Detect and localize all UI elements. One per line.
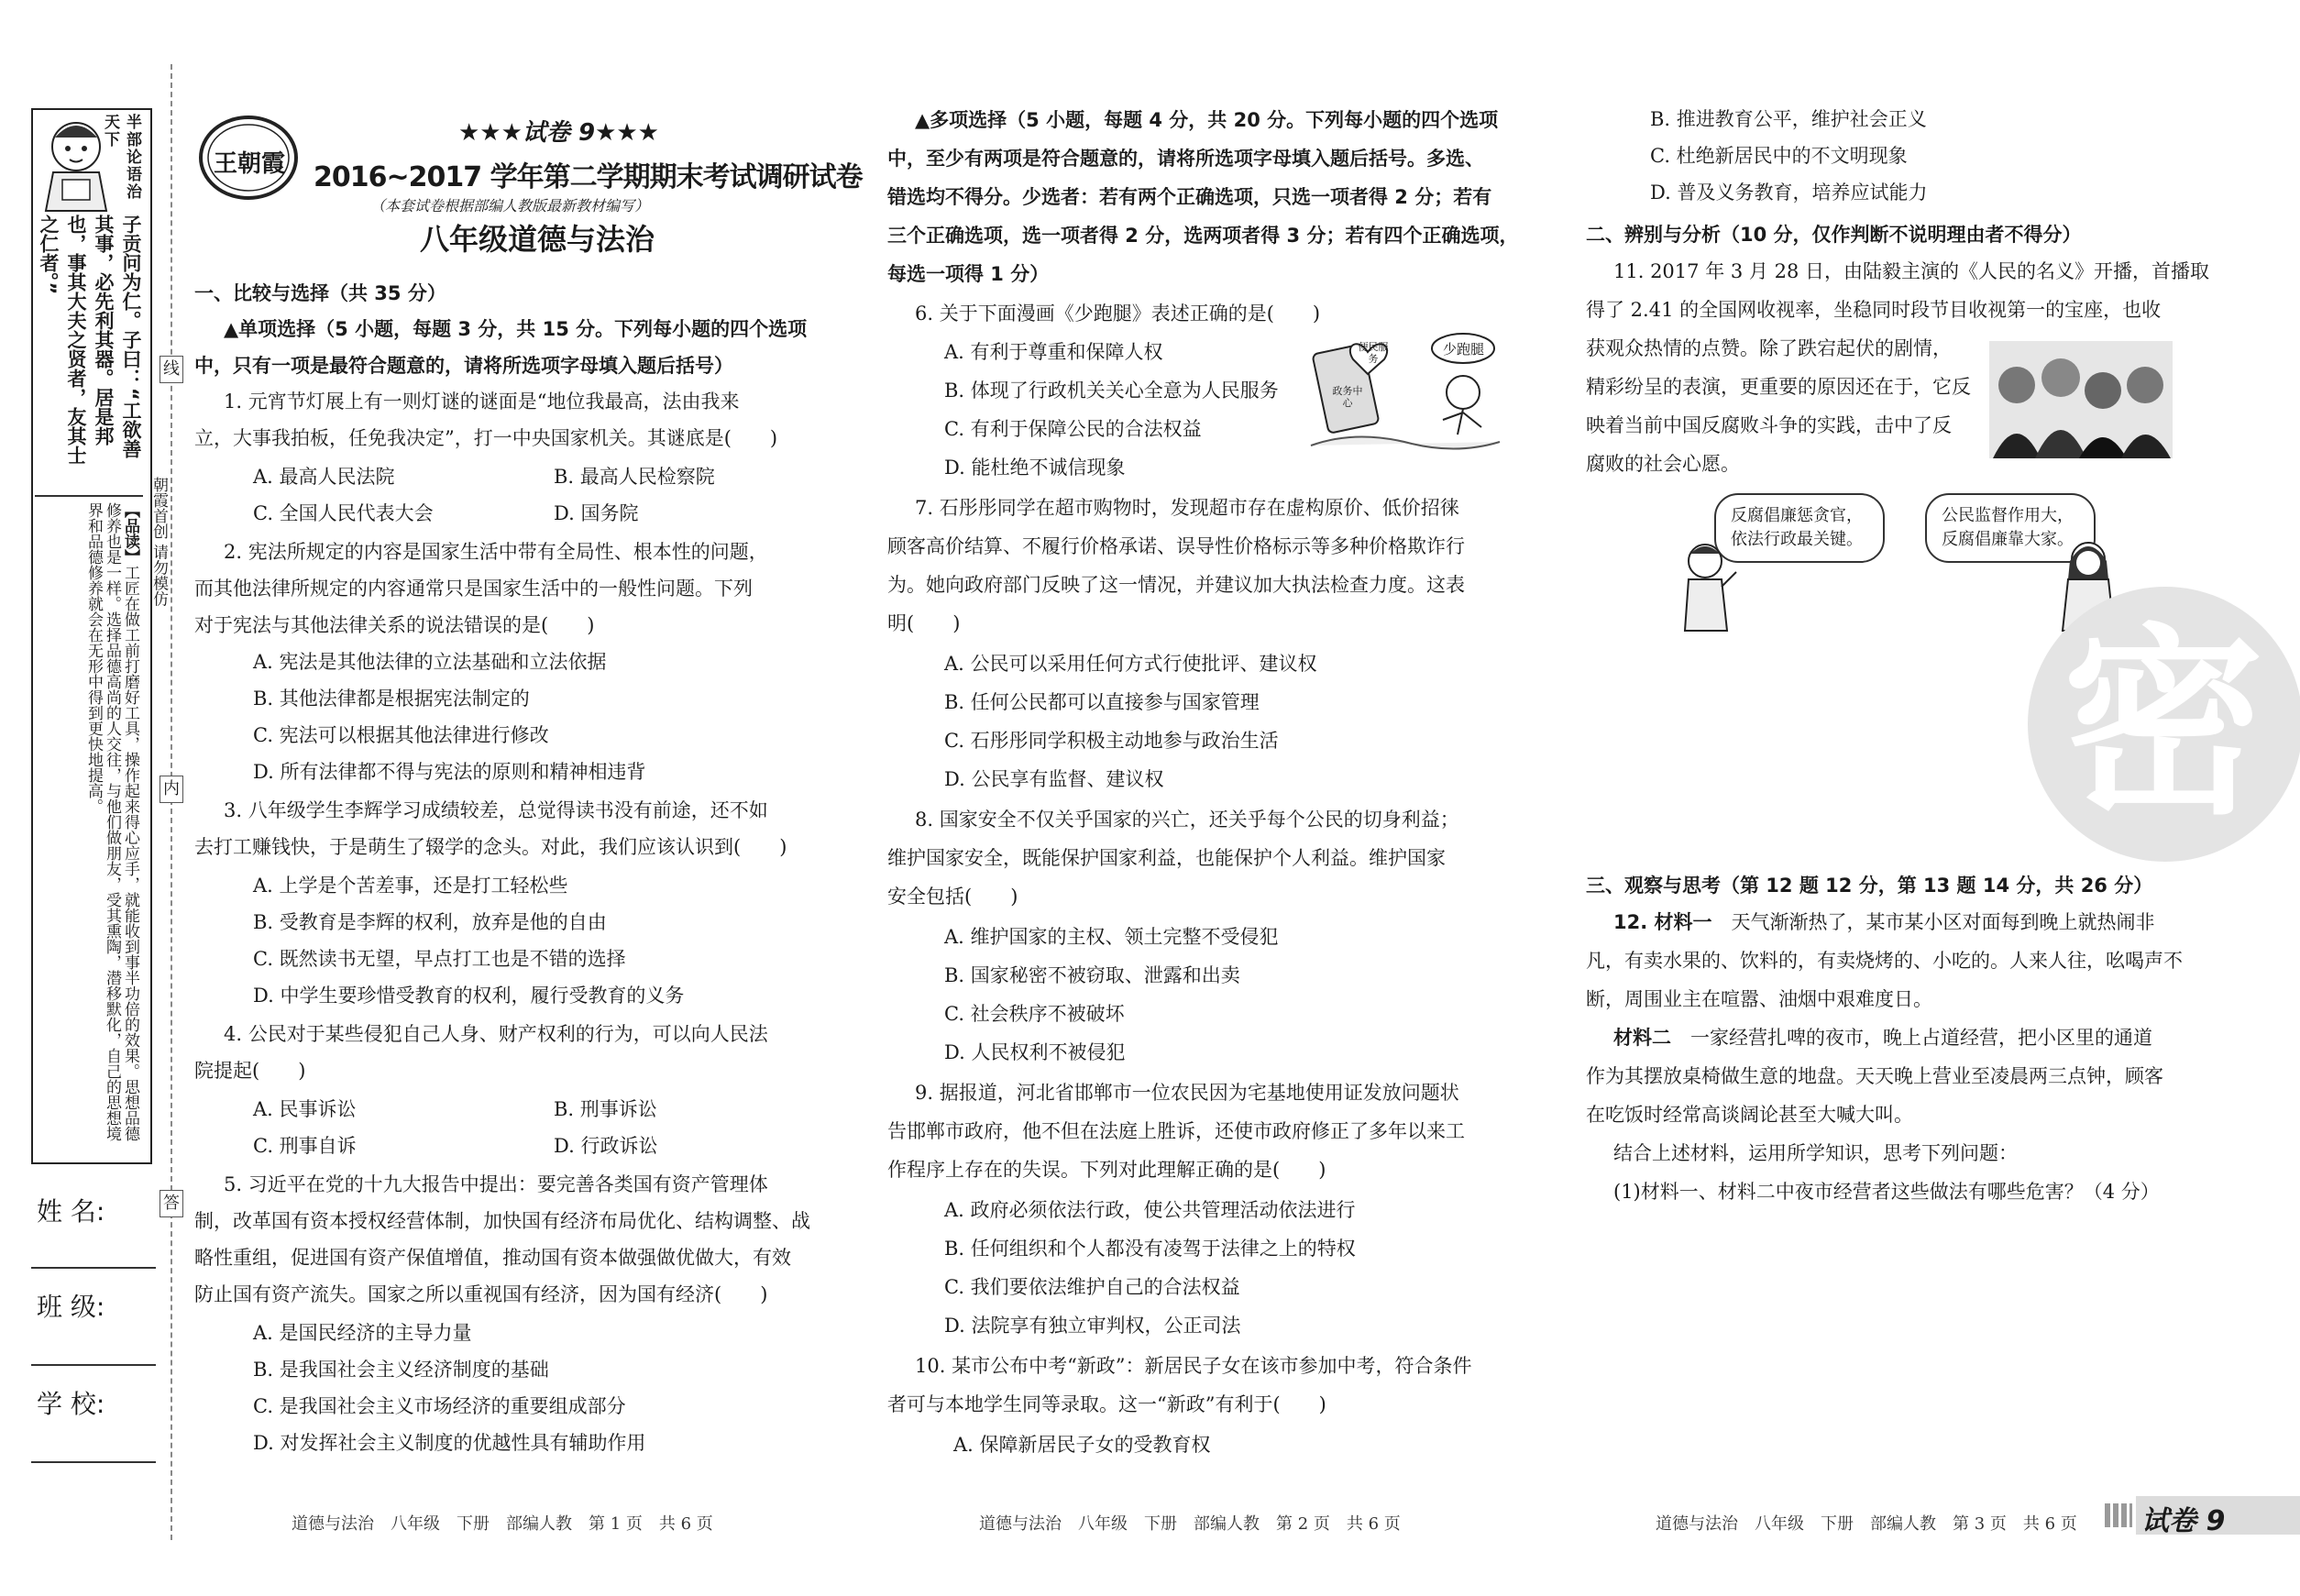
cut-mark-3: 答 <box>160 1190 183 1217</box>
q8-line-1: 8. 国家安全不仅关乎国家的兴亡，还关乎每个公民的切身利益； <box>915 809 1459 831</box>
reflection-text <box>40 502 139 1144</box>
school-field-label: 学 校: <box>37 1389 105 1419</box>
q7-option-a[interactable]: A. 公民可以采用任何方式行使批评、建议权 <box>944 653 1317 675</box>
cartoon-heart-text: 便民服务 <box>1358 341 1389 365</box>
q1-option-b[interactable]: B. 最高人民检察院 <box>554 466 715 488</box>
q3-option-b[interactable]: B. 受教育是李辉的权利，放弃是他的自由 <box>253 911 607 933</box>
multi-choice-intro-3: 错选均不得分。少选者：若有两个正确选项，只选一项者得 2 分；若有 <box>887 186 1492 208</box>
q5-line-1: 5. 习近平在党的十九大报告中提出：要完善各类国有资产管理体 <box>224 1173 768 1195</box>
q1-option-c[interactable]: C. 全国人民代表大会 <box>253 502 434 524</box>
brand-logo-text: 王朝霞 <box>213 150 285 178</box>
single-choice-intro-1: ▲单项选择（5 小题，每题 3 分，共 15 分。下列每小题的四个选项 <box>224 318 808 340</box>
q8-option-d[interactable]: D. 人民权利不被侵犯 <box>944 1041 1126 1063</box>
name-field[interactable] <box>31 1265 156 1269</box>
q10-option-b[interactable]: B. 推进教育公平，维护社会正义 <box>1650 108 1927 130</box>
q12-sub-question-1: (1)材料一、材料二中夜市经营者这些做法有哪些危害？（4 分） <box>1613 1181 2160 1203</box>
boy-figure <box>1678 541 1742 633</box>
q10-option-a[interactable]: A. 保障新居民子女的受教育权 <box>953 1434 1211 1456</box>
q10-option-d[interactable]: D. 普及义务教育，培养应试能力 <box>1650 182 1928 204</box>
q12-answer-area[interactable] <box>1586 1219 2264 1485</box>
q10-line-1: 10. 某市公布中考“新政”：新居民子女在该市参加中考，符合条件 <box>915 1355 1472 1377</box>
page-1-footer: 道德与法治 八年级 下册 部编人教 第 1 页 共 6 页 <box>292 1514 713 1534</box>
q8-option-a[interactable]: A. 维护国家的主权、领土完整不受侵犯 <box>944 926 1279 948</box>
q7-option-d[interactable]: D. 公民享有监督、建议权 <box>944 768 1164 790</box>
q4-option-b[interactable]: B. 刑事诉讼 <box>554 1098 657 1120</box>
q3-option-d[interactable]: D. 中学生要珍惜受教育的权利，履行受教育的义务 <box>253 985 685 1007</box>
q7-line-4: 明( ) <box>887 612 961 634</box>
q1-line-2: 立，大事我拍板，任免我决定”，打一中央国家机关。其谜底是( ) <box>194 427 778 449</box>
class-field[interactable] <box>31 1362 156 1366</box>
cartoon-bubble-text: 少跑腿 <box>1443 341 1485 358</box>
q9-option-b[interactable]: B. 任何组织和个人都没有凌驾于法律之上的特权 <box>944 1238 1356 1260</box>
q12-material-2-line-2: 作为其摆放桌椅做生意的地盘。天天晚上营业至凌晨两三点钟，顾客 <box>1586 1065 2163 1087</box>
multi-choice-intro-5: 每选一项得 1 分） <box>887 263 1050 285</box>
q8-line-2: 维护国家安全，既能保护国家利益，也能保护个人利益。维护国家 <box>887 847 1446 869</box>
q3-line-2: 去打工赚钱快，于是萌生了辍学的念头。对此，我们应该认识到( ) <box>194 836 787 858</box>
q2-line-1: 2. 宪法所规定的内容是国家生活中带有全局性、根本性的问题， <box>224 541 768 563</box>
q5-line-2: 制，改革国有资本授权经营体制，加快国有经济布局优化、结构调整、战 <box>194 1210 810 1232</box>
q4-option-c[interactable]: C. 刑事自诉 <box>253 1135 357 1157</box>
q9-option-d[interactable]: D. 法院享有独立审判权，公正司法 <box>944 1315 1241 1337</box>
q10-option-c[interactable]: C. 杜绝新居民中的不文明现象 <box>1650 145 1908 167</box>
speech-bubble-right: 公民监督作用大，反腐倡廉靠大家。 <box>1925 493 2096 563</box>
paper-tag: 试卷 9 <box>2141 1505 2226 1537</box>
q9-line-2: 告邯郸市政府，他不但在法庭上胜诉，还使市政府修正了多年以来工 <box>887 1120 1465 1142</box>
q9-option-a[interactable]: A. 政府必须依法行政，使公共管理活动依法进行 <box>944 1199 1356 1221</box>
q6-option-a[interactable]: A. 有利于尊重和保障人权 <box>944 341 1163 363</box>
q5-line-3: 略性重组，促进国有资产保值增值，推动国有资本做强做优做大，有效 <box>194 1247 791 1269</box>
q7-line-2: 顾客高价结算、不履行价格承诺、误导性价格标示等多种价格欺诈行 <box>887 535 1465 557</box>
exam-title: 2016~2017 学年第二学期期末考试调研试卷 <box>314 161 863 193</box>
q12-material-2-label: 材料二 <box>1613 1027 1671 1049</box>
q6-option-b[interactable]: B. 体现了行政机关关心全意为人民服务 <box>944 380 1279 402</box>
q9-option-c[interactable]: C. 我们要依法维护自己的合法权益 <box>944 1276 1240 1298</box>
q2-line-3: 对于宪法与其他法律关系的说法错误的是( ) <box>194 614 595 636</box>
q12-material-2-line-3: 在吃饭时经常高谈阔论甚至大喊大叫。 <box>1586 1104 1913 1126</box>
corner-dots <box>2105 1503 2132 1527</box>
q7-option-b[interactable]: B. 任何公民都可以直接参与国家管理 <box>944 691 1260 713</box>
multi-choice-intro-2: 中，至少有两项是符合题意的，请将所选项字母填入题后括号。多选、 <box>887 148 1484 170</box>
multi-choice-intro-4: 三个正确选项，选一项者得 2 分，选两项者得 3 分；若有四个正确选项， <box>887 225 1519 247</box>
q12-material-1-line-3: 断，周围业主在喧嚣、油烟中艰难度日。 <box>1586 988 1932 1010</box>
q12-material-2-line-1 <box>1613 1019 2152 1056</box>
q4-line-2: 院提起( ) <box>194 1060 306 1082</box>
q12-prompt: 结合上述材料，运用所学知识，思考下列问题： <box>1613 1142 2018 1164</box>
q2-option-a[interactable]: A. 宪法是其他法律的立法基础和立法依据 <box>253 651 607 673</box>
q8-option-b[interactable]: B. 国家秘密不被窃取、泄露和出卖 <box>944 964 1240 986</box>
q11-line-6: 腐败的社会心愿。 <box>1586 453 1740 475</box>
q6-option-c[interactable]: C. 有利于保障公民的合法权益 <box>944 418 1202 440</box>
page-2-footer: 道德与法治 八年级 下册 部编人教 第 2 页 共 6 页 <box>979 1514 1401 1534</box>
section-1-heading: 一、比较与选择（共 35 分） <box>194 282 446 304</box>
q9-line-1: 9. 据报道，河北省邯郸市一位农民因为宅基地使用证发放问题状 <box>915 1082 1459 1104</box>
reflection-body: 工匠在做工前打磨好工具，操作起来得心应手，就能收到事半功倍的效果。思想品德修养也是一样。选择品德高尚的人交往，与他们做朋友，受其熏陶，潜移默化，自己的思想境界和品德修养就会在无形中得到更快地提高。 <box>84 502 139 1141</box>
q1-option-a[interactable]: A. 最高人民法院 <box>253 466 395 488</box>
q2-option-d[interactable]: D. 所有法律都不得与宪法的原则和精神相违背 <box>253 761 646 783</box>
cartoon-book-text: 政务中心 <box>1332 385 1363 409</box>
q2-option-b[interactable]: B. 其他法律都是根据宪法制定的 <box>253 688 530 710</box>
q5-option-d[interactable]: D. 对发挥社会主义制度的优越性具有辅助作用 <box>253 1432 646 1454</box>
section-2-heading: 二、辨别与分析（10 分，仅作判断不说明理由者不得分） <box>1586 224 2082 246</box>
cut-mark-1: 线 <box>160 356 183 383</box>
confidential-seal-char: 密 <box>2062 607 2264 842</box>
page-3-footer: 道德与法治 八年级 下册 部编人教 第 3 页 共 6 页 <box>1656 1514 2077 1534</box>
q11-line-1: 11. 2017 年 3 月 28 日，由陆毅主演的《人民的名义》开播，首播取 <box>1613 260 2209 282</box>
q5-option-c[interactable]: C. 是我国社会主义市场经济的重要组成部分 <box>253 1395 626 1417</box>
class-field-label: 班 级: <box>37 1292 105 1322</box>
q1-option-d[interactable]: D. 国务院 <box>554 502 639 524</box>
q12-material-1-label: 12. 材料一 <box>1613 911 1712 933</box>
q4-line-1: 4. 公民对于某些侵犯自己人身、财产权利的行为，可以向人民法 <box>224 1023 768 1045</box>
q4-option-d[interactable]: D. 行政诉讼 <box>554 1135 658 1157</box>
exam-subtitle: （本套试卷根据部编人教版最新教材编写） <box>370 197 650 215</box>
q11-line-3: 获观众热情的点赞。除了跌宕起伏的剧情， <box>1586 337 1952 359</box>
brand-note: 朝霞首创 请勿模仿 <box>149 477 168 607</box>
q12-material-1-line-2: 凡，有卖水果的、饮料的，有卖烧烤的、小吃的。人来人往，吆喝声不 <box>1586 950 2183 972</box>
q11-line-2: 得了 2.41 的全国网收视率，坐稳同时段节目收视第一的宝座，也收 <box>1586 299 2162 321</box>
q2-option-c[interactable]: C. 宪法可以根据其他法律进行修改 <box>253 724 549 746</box>
q10-line-2: 者可与本地学生同等录取。这一“新政”有利于( ) <box>887 1393 1326 1415</box>
subject-title: 八年级道德与法治 <box>420 222 655 257</box>
q5-line-4: 防止国有资产流失。国家之所以重视国有经济，因为国有经济( ) <box>194 1283 768 1305</box>
analects-quote: 子贡问为仁。子曰：“工欲善其事，必先利其器。居是邦也，事其大夫之贤者，友其士之仁者。” <box>38 215 142 465</box>
q11-line-5: 映着当前中国反腐败斗争的实践，击中了反 <box>1586 414 1952 436</box>
q6-stem: 6. 关于下面漫画《少跑腿》表述正确的是( ) <box>915 303 1321 325</box>
tv-drama-cast-photo <box>1989 341 2173 458</box>
motto-title: 半部论语治天下 <box>101 114 141 201</box>
q12-material-2-text-a: 一家经营扎啤的夜市，晚上占道经营，把小区里的通道 <box>1690 1027 2152 1049</box>
single-choice-intro-2: 中，只有一项是最符合题意的，请将所选项字母填入题后括号） <box>194 355 733 377</box>
q3-option-c[interactable]: C. 既然读书无望，早点打工也是不错的选择 <box>253 948 626 970</box>
q5-option-a[interactable]: A. 是国民经济的主导力量 <box>253 1322 472 1344</box>
q12-material-1-text-a: 天气渐渐热了，某市某小区对面每到晚上就热闹非 <box>1731 911 2155 933</box>
q6-option-d[interactable]: D. 能杜绝不诚信现象 <box>944 457 1126 479</box>
q7-line-3: 为。她向政府部门反映了这一情况，并建议加大执法检查力度。这表 <box>887 574 1465 596</box>
section-3-heading: 三、观察与思考（第 12 题 12 分，第 13 题 14 分，共 26 分） <box>1586 875 2153 897</box>
q9-line-3: 作程序上存在的失误。下列对此理解正确的是( ) <box>887 1159 1326 1181</box>
q7-option-c[interactable]: C. 石彤彤同学积极主动地参与政治生活 <box>944 730 1279 752</box>
q1-line-1: 1. 元宵节灯展上有一则灯谜的谜面是“地位我最高，法由我来 <box>224 391 740 413</box>
q4-option-a[interactable]: A. 民事诉讼 <box>253 1098 357 1120</box>
q11-line-4: 精彩纷呈的表演，更重要的原因还在于，它反 <box>1586 376 1971 398</box>
q12-material-1-line-1 <box>1613 904 2155 941</box>
q8-line-3: 安全包括( ) <box>887 886 1018 908</box>
q5-option-b[interactable]: B. 是我国社会主义经济制度的基础 <box>253 1359 549 1381</box>
multi-choice-intro-1: ▲多项选择（5 小题，每题 4 分，共 20 分。下列每小题的四个选项 <box>915 109 1499 131</box>
paper-number: ★★★试卷 9★★★ <box>458 119 659 147</box>
cut-mark-2: 内 <box>160 776 183 803</box>
q2-line-2: 而其他法律所规定的内容通常只是国家生活中的一般性问题。下列 <box>194 578 753 600</box>
reflection-label: 【品读】 <box>121 502 139 565</box>
q3-option-a[interactable]: A. 上学是个苦差事，还是打工轻松些 <box>253 875 568 897</box>
school-field[interactable] <box>31 1459 156 1463</box>
q3-line-1: 3. 八年级学生李辉学习成绩较差，总觉得读书没有前途，还不如 <box>224 799 768 821</box>
q8-option-c[interactable]: C. 社会秩序不被破坏 <box>944 1003 1125 1025</box>
speech-bubble-left: 反腐倡廉惩贪官，依法行政最关键。 <box>1714 493 1885 563</box>
q7-line-1: 7. 石彤彤同学在超市购物时，发现超市存在虚构原价、低价招徕 <box>915 497 1459 519</box>
name-field-label: 姓 名: <box>37 1196 105 1227</box>
